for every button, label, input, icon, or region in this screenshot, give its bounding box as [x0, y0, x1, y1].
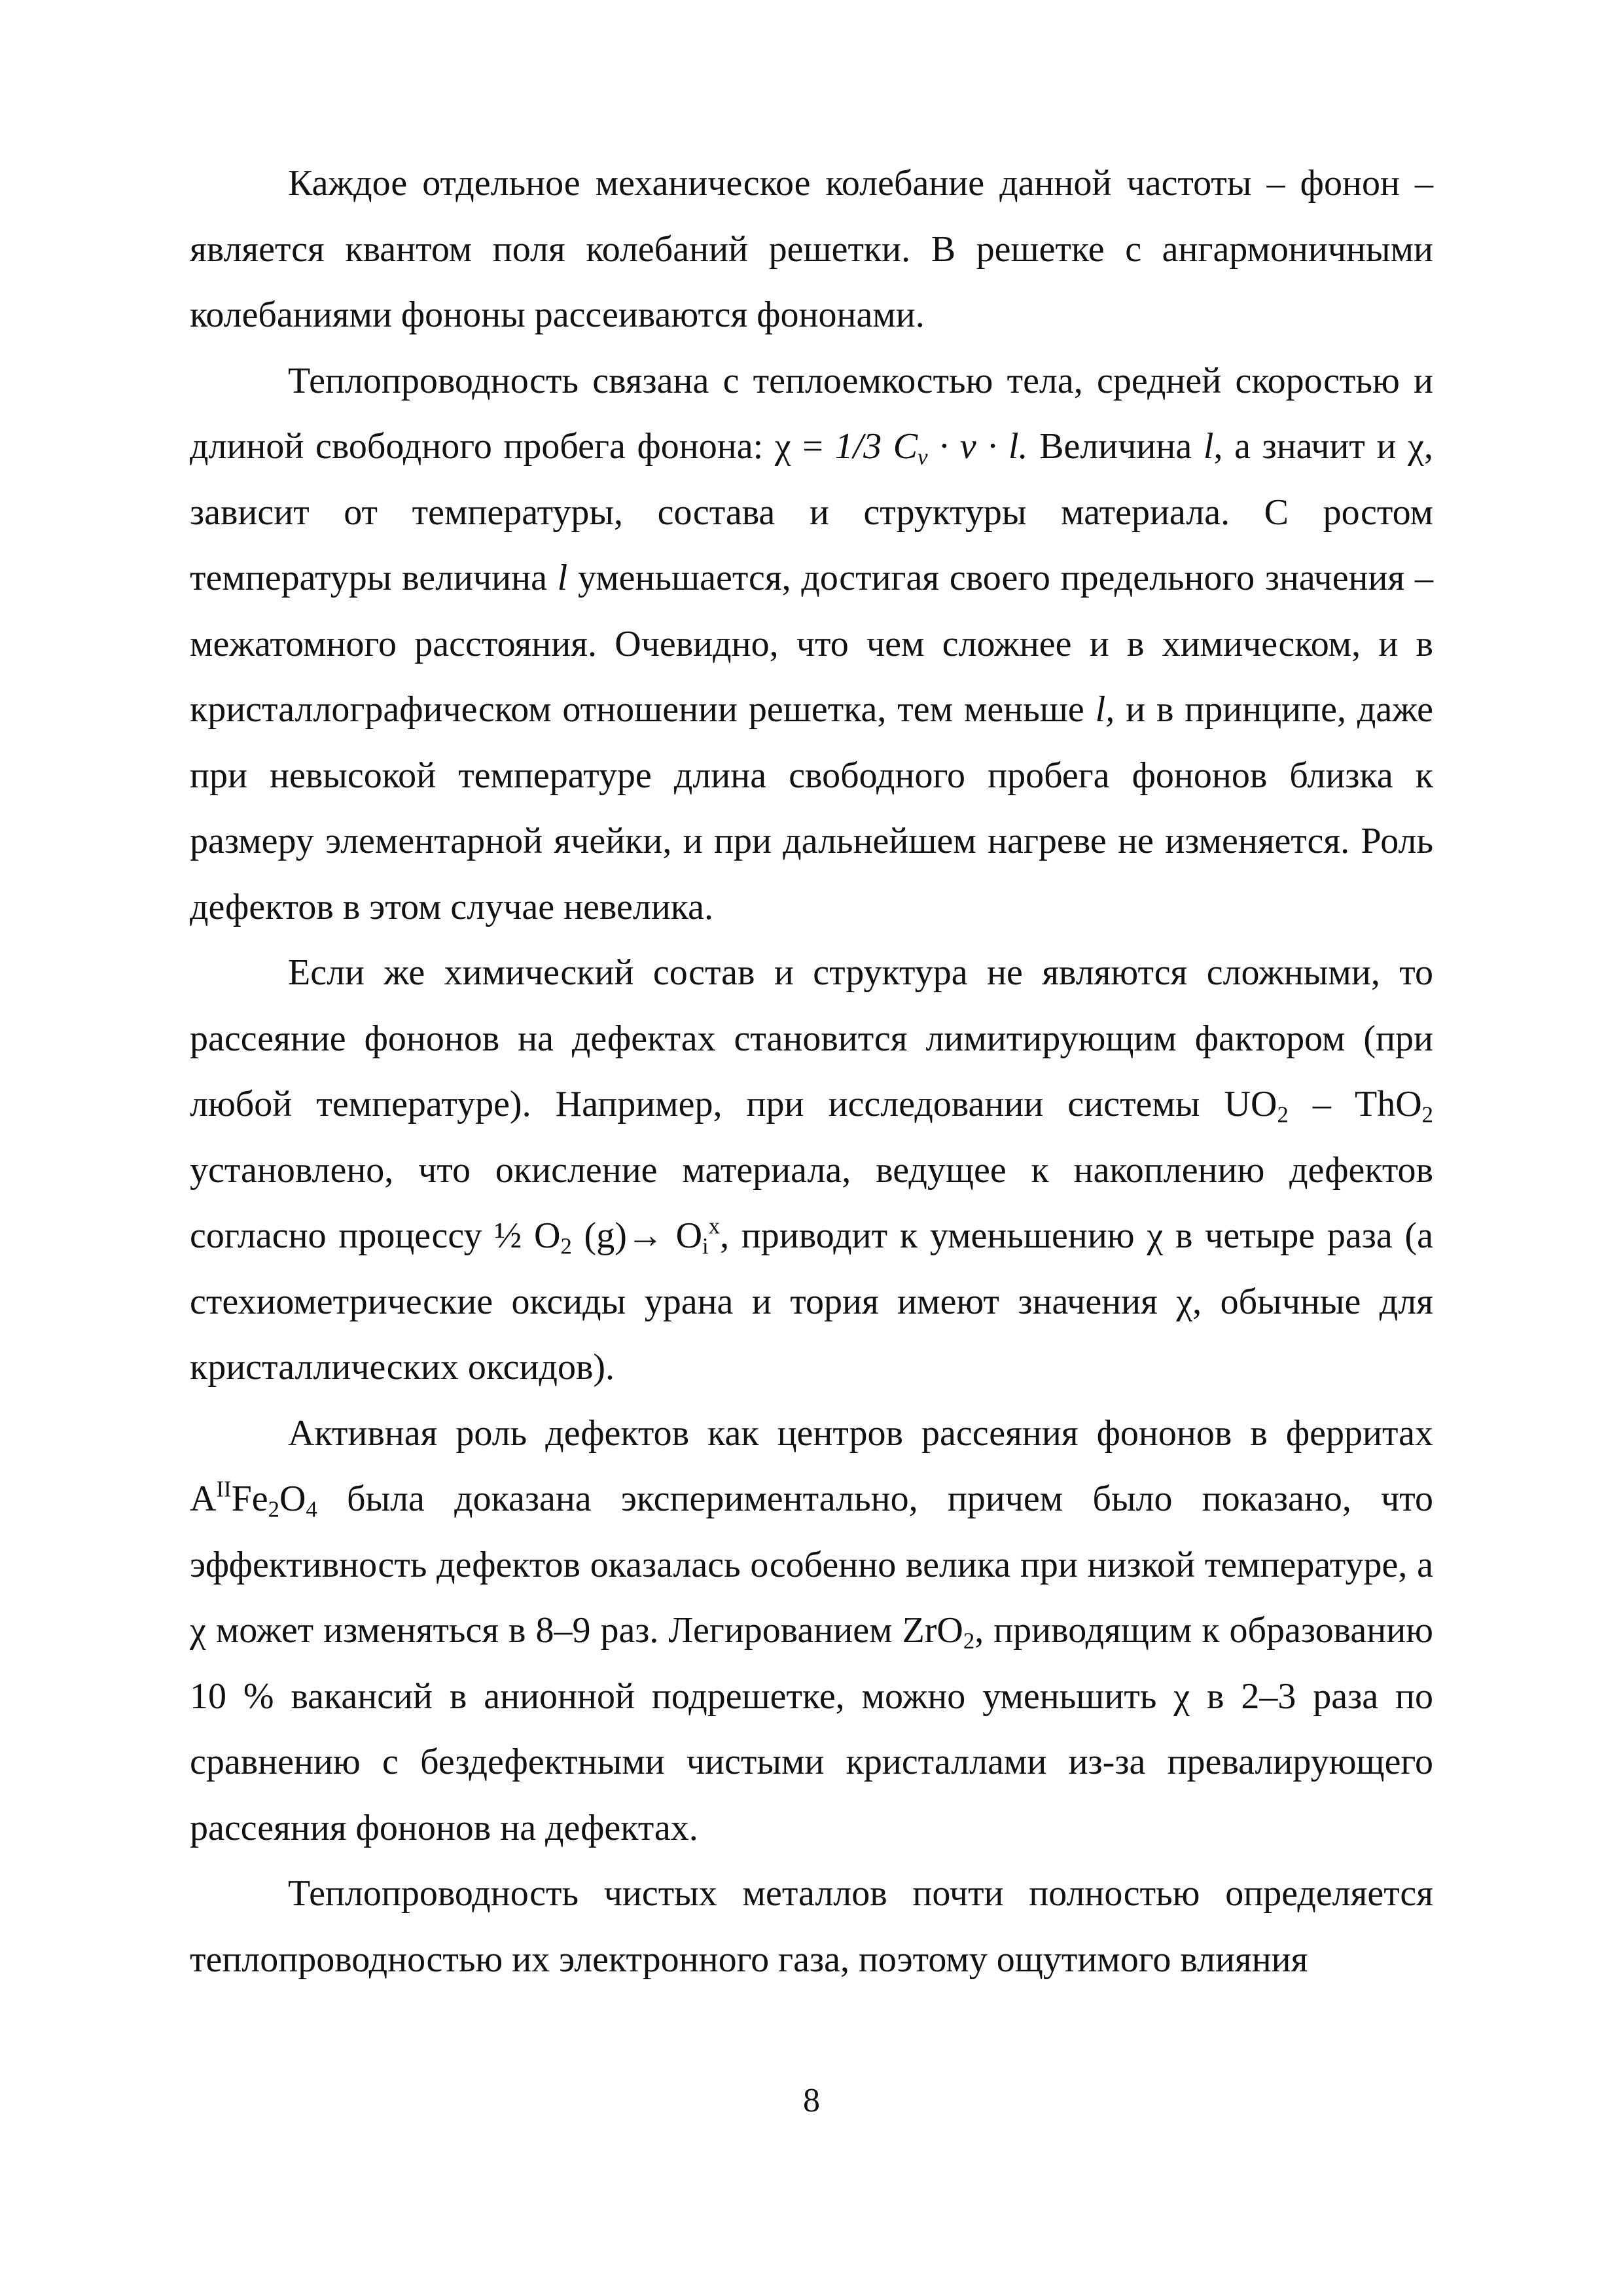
paragraph-text: Величина [1027, 426, 1204, 467]
paragraph-text: Теплопроводность чистых металлов почти полностью определяется теплопроводностью их электронного газа, поэтому ощутимого влияния [190, 1873, 1433, 1980]
paragraph-text: O [279, 1479, 306, 1519]
formula-text: 1/3 C [834, 426, 918, 467]
paragraph-phonon-definition [190, 151, 1433, 348]
paragraph-text: уменьшается, достигая своего предельного значения – межатомного расстояния. Очевидно, что чем сложнее и в химическом, и в кристаллографическом отношении решетка, тем меньше [190, 558, 1433, 730]
paragraph-metals [190, 1861, 1433, 1992]
paragraph-text: – ThO [1288, 1084, 1422, 1124]
paragraph-text: Fe [231, 1479, 268, 1519]
paragraph-text: , приводящим к образованию 10 % вакансий в анионной подрешетке, можно уменьшить χ в 2–3 раза по сравнению с бездефектными чистыми кристаллами из-за превалирующего рассеяния фононов на дефектах. [190, 1610, 1434, 1848]
variable-l: l, [1095, 689, 1115, 730]
paragraph-text: Теплопроводность связана с теплоемкостью тела, средней скоростью и длиной свободного пробега фонона: χ = [190, 360, 1433, 467]
paragraph-text: Активная роль дефектов как центров рассеяния фононов в ферритах A [190, 1412, 1433, 1519]
formula-text: · v · l. [927, 426, 1028, 467]
paragraph-defect-scattering [190, 940, 1433, 1401]
paragraph-text: (g)→ O [571, 1215, 703, 1256]
subscript: 2 [1421, 1102, 1434, 1128]
paragraph-text: Если же химический состав и структура не являются сложными, то рассеяние фононов на дефектах становится лимитирующим фактором (при любой температуре). Например, при исследовании системы UO [190, 952, 1433, 1124]
paragraph-text: Каждое отдельное механическое колебание данной частоты – фонон – является квантом поля колебаний решетки. В решетке с ангармоничными колебаниями фононы рассеиваются фононами. [190, 163, 1433, 335]
subscript: 2 [963, 1628, 975, 1654]
paragraph-ferrites [190, 1401, 1433, 1861]
formula-cv [834, 426, 1028, 470]
variable-l: l [557, 558, 568, 598]
paragraph-text: была доказана экспериментально, причем было показано, что эффективность дефектов оказалась особенно велика при низкой температуре, а χ может изменяться в 8–9 раз. Легированием ZrO [190, 1479, 1433, 1651]
superscript: x [708, 1213, 721, 1239]
superscript: II [216, 1476, 232, 1502]
paragraph-text: , а значит и χ, зависит от температуры, состава и структуры материала. С ростом температуры величина [190, 426, 1433, 598]
paragraph-text: и в принципе, даже при невысокой температуре длина свободного пробега фононов близка к размеру элементарной ячейки, и при дальнейшем нагреве не изменяется. Роль дефектов в этом случае невелика. [190, 689, 1434, 927]
paragraph-text: , приводит к уменьшению χ в четыре раза (а стехиометрические оксиды урана и тория имеют значения χ, обычные для кристаллических оксидов). [190, 1215, 1433, 1388]
subscript: 2 [268, 1496, 279, 1522]
subscript: 2 [560, 1233, 572, 1259]
formula-subscript: v [918, 444, 928, 470]
subscript: 4 [306, 1496, 317, 1522]
paragraph-thermal-conductivity [190, 348, 1433, 941]
page-number: 8 [803, 2082, 820, 2119]
subscript: 2 [1277, 1102, 1289, 1128]
variable-l: l [1203, 426, 1214, 467]
paragraph-text: установлено, что окисление материала, ведущее к накоплению дефектов согласно процессу ½ O [190, 1149, 1433, 1256]
subscript: i [702, 1233, 709, 1259]
page-body [190, 151, 1433, 1992]
